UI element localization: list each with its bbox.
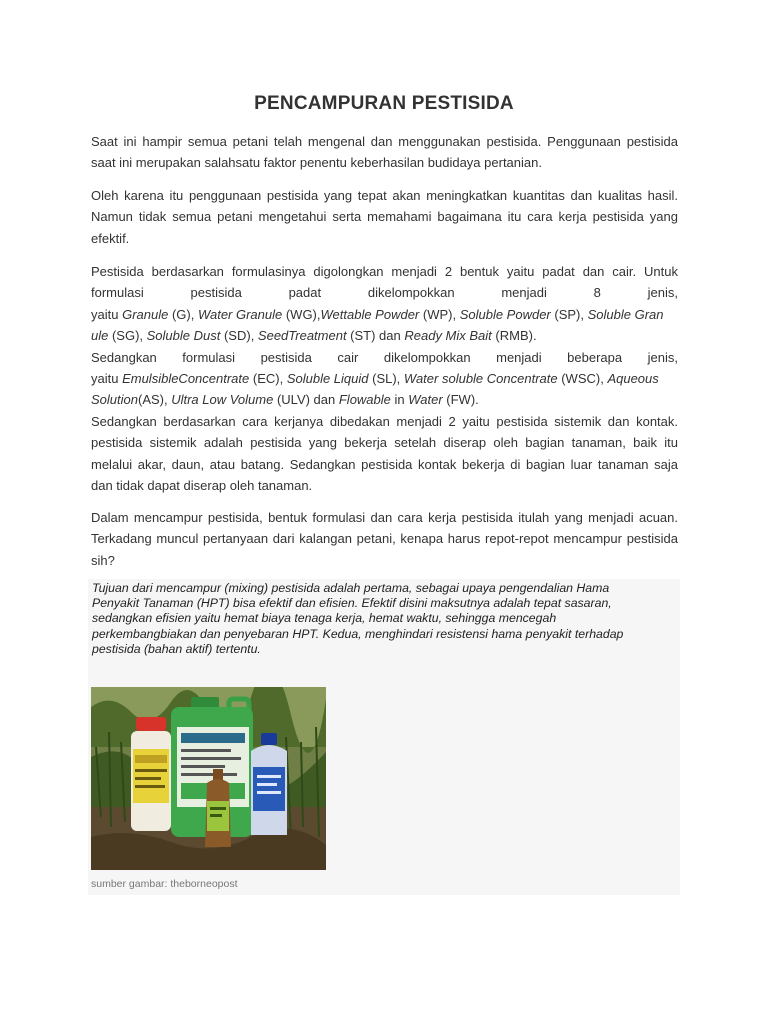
- image-caption: sumber gambar: theborneopost: [91, 878, 238, 890]
- text-line: Solution(AS), Ultra Low Volume (ULV) dan Flowable in Water (FW).: [91, 392, 479, 408]
- text-line: Dalam mencampur pestisida, bentuk formulasi dan cara kerja pestisida itulah yang menjadi acuan.: [91, 510, 678, 525]
- quote-line: perkembangbiakan dan penyebaran HPT. Kedua, menghindari resistensi hama penyakit terhadap: [92, 626, 624, 641]
- paragraph-mixing: [91, 507, 678, 571]
- text-line: Pestisida berdasarkan formulasinya digolongkan menjadi 2 bentuk yaitu padat dan cair. Untuk: [91, 264, 678, 279]
- text-line: yaitu Granule (G), Water Granule (WG),Wettable Powder (WP), Soluble Powder (SP), Soluble Gran: [91, 306, 664, 322]
- text-line: formulasi pestisida padat dikelompokkan menjadi 8 jenis,: [91, 285, 678, 301]
- text-line: Namun tidak semua petani mengetahui serta memahami bagaimana itu cara kerja pestisida yang: [91, 209, 678, 225]
- text-line: Oleh karena itu penggunaan pestisida yang tepat akan meningkatkan kuantitas dan kualitas hasil.: [91, 188, 678, 203]
- quote-line: Tujuan dari mencampur (mixing) pestisida adalah pertama, sebagai upaya pengendalian Hama: [92, 581, 610, 595]
- text-line: yaitu EmulsibleConcentrate (EC), Soluble Liquid (SL), Water soluble Concentrate (WSC), Aqueous: [91, 371, 659, 387]
- quote-line: sedangkan efisien yaitu hemat biaya tenaga kerja, hemat waktu, sehingga mencegah: [92, 611, 557, 626]
- text-line: efektif.: [91, 230, 130, 246]
- pesticide-bottles-photo: [91, 687, 326, 870]
- text-line: pestisida sistemik adalah pestisida yang bekerja setelah diserap oleh bagian tanaman, baik itu: [91, 435, 678, 451]
- text-line: saat ini merupakan salahsatu faktor penentu keberhasilan budidaya pertanian.: [91, 155, 542, 171]
- text-line: melalui akar, daun, atau batang. Sedangkan pestisida kontak bekerja di bagian luar tanaman saja: [91, 456, 678, 472]
- text-line: Terkadang muncul pertanyaan dari kalangan petani, kenapa harus repot-repot mencampur pestisida: [91, 531, 678, 547]
- paragraph-formulation: [91, 261, 678, 496]
- quote-line: pestisida (bahan aktif) tertentu.: [92, 641, 261, 656]
- paragraph-intro: [91, 131, 678, 174]
- quote-line: Penyakit Tanaman (HPT) bisa efektif dan efisien. Efektif disini maksutnya adalah tepat sasaran,: [92, 596, 612, 611]
- text-line: Sedangkan formulasi pestisida cair dikelompokkan menjadi beberapa jenis,: [91, 349, 678, 365]
- page-title: PENCAMPURAN PESTISIDA: [254, 93, 514, 114]
- text-line: sih?: [91, 552, 115, 568]
- text-line: Saat ini hampir semua petani telah mengenal dan menggunakan pestisida. Penggunaan pestisida: [91, 134, 678, 149]
- paragraph-reason: [91, 185, 678, 249]
- quote-text: [92, 581, 672, 657]
- text-line: dan tidak dapat diserap oleh tanaman.: [91, 478, 313, 494]
- text-line: Sedangkan berdasarkan cara kerjanya dibedakan menjadi 2 yaitu pestisida sistemik dan kontak.: [91, 413, 678, 429]
- text-line: ule (SG), Soluble Dust (SD), SeedTreatment (ST) dan Ready Mix Bait (RMB).: [91, 328, 537, 344]
